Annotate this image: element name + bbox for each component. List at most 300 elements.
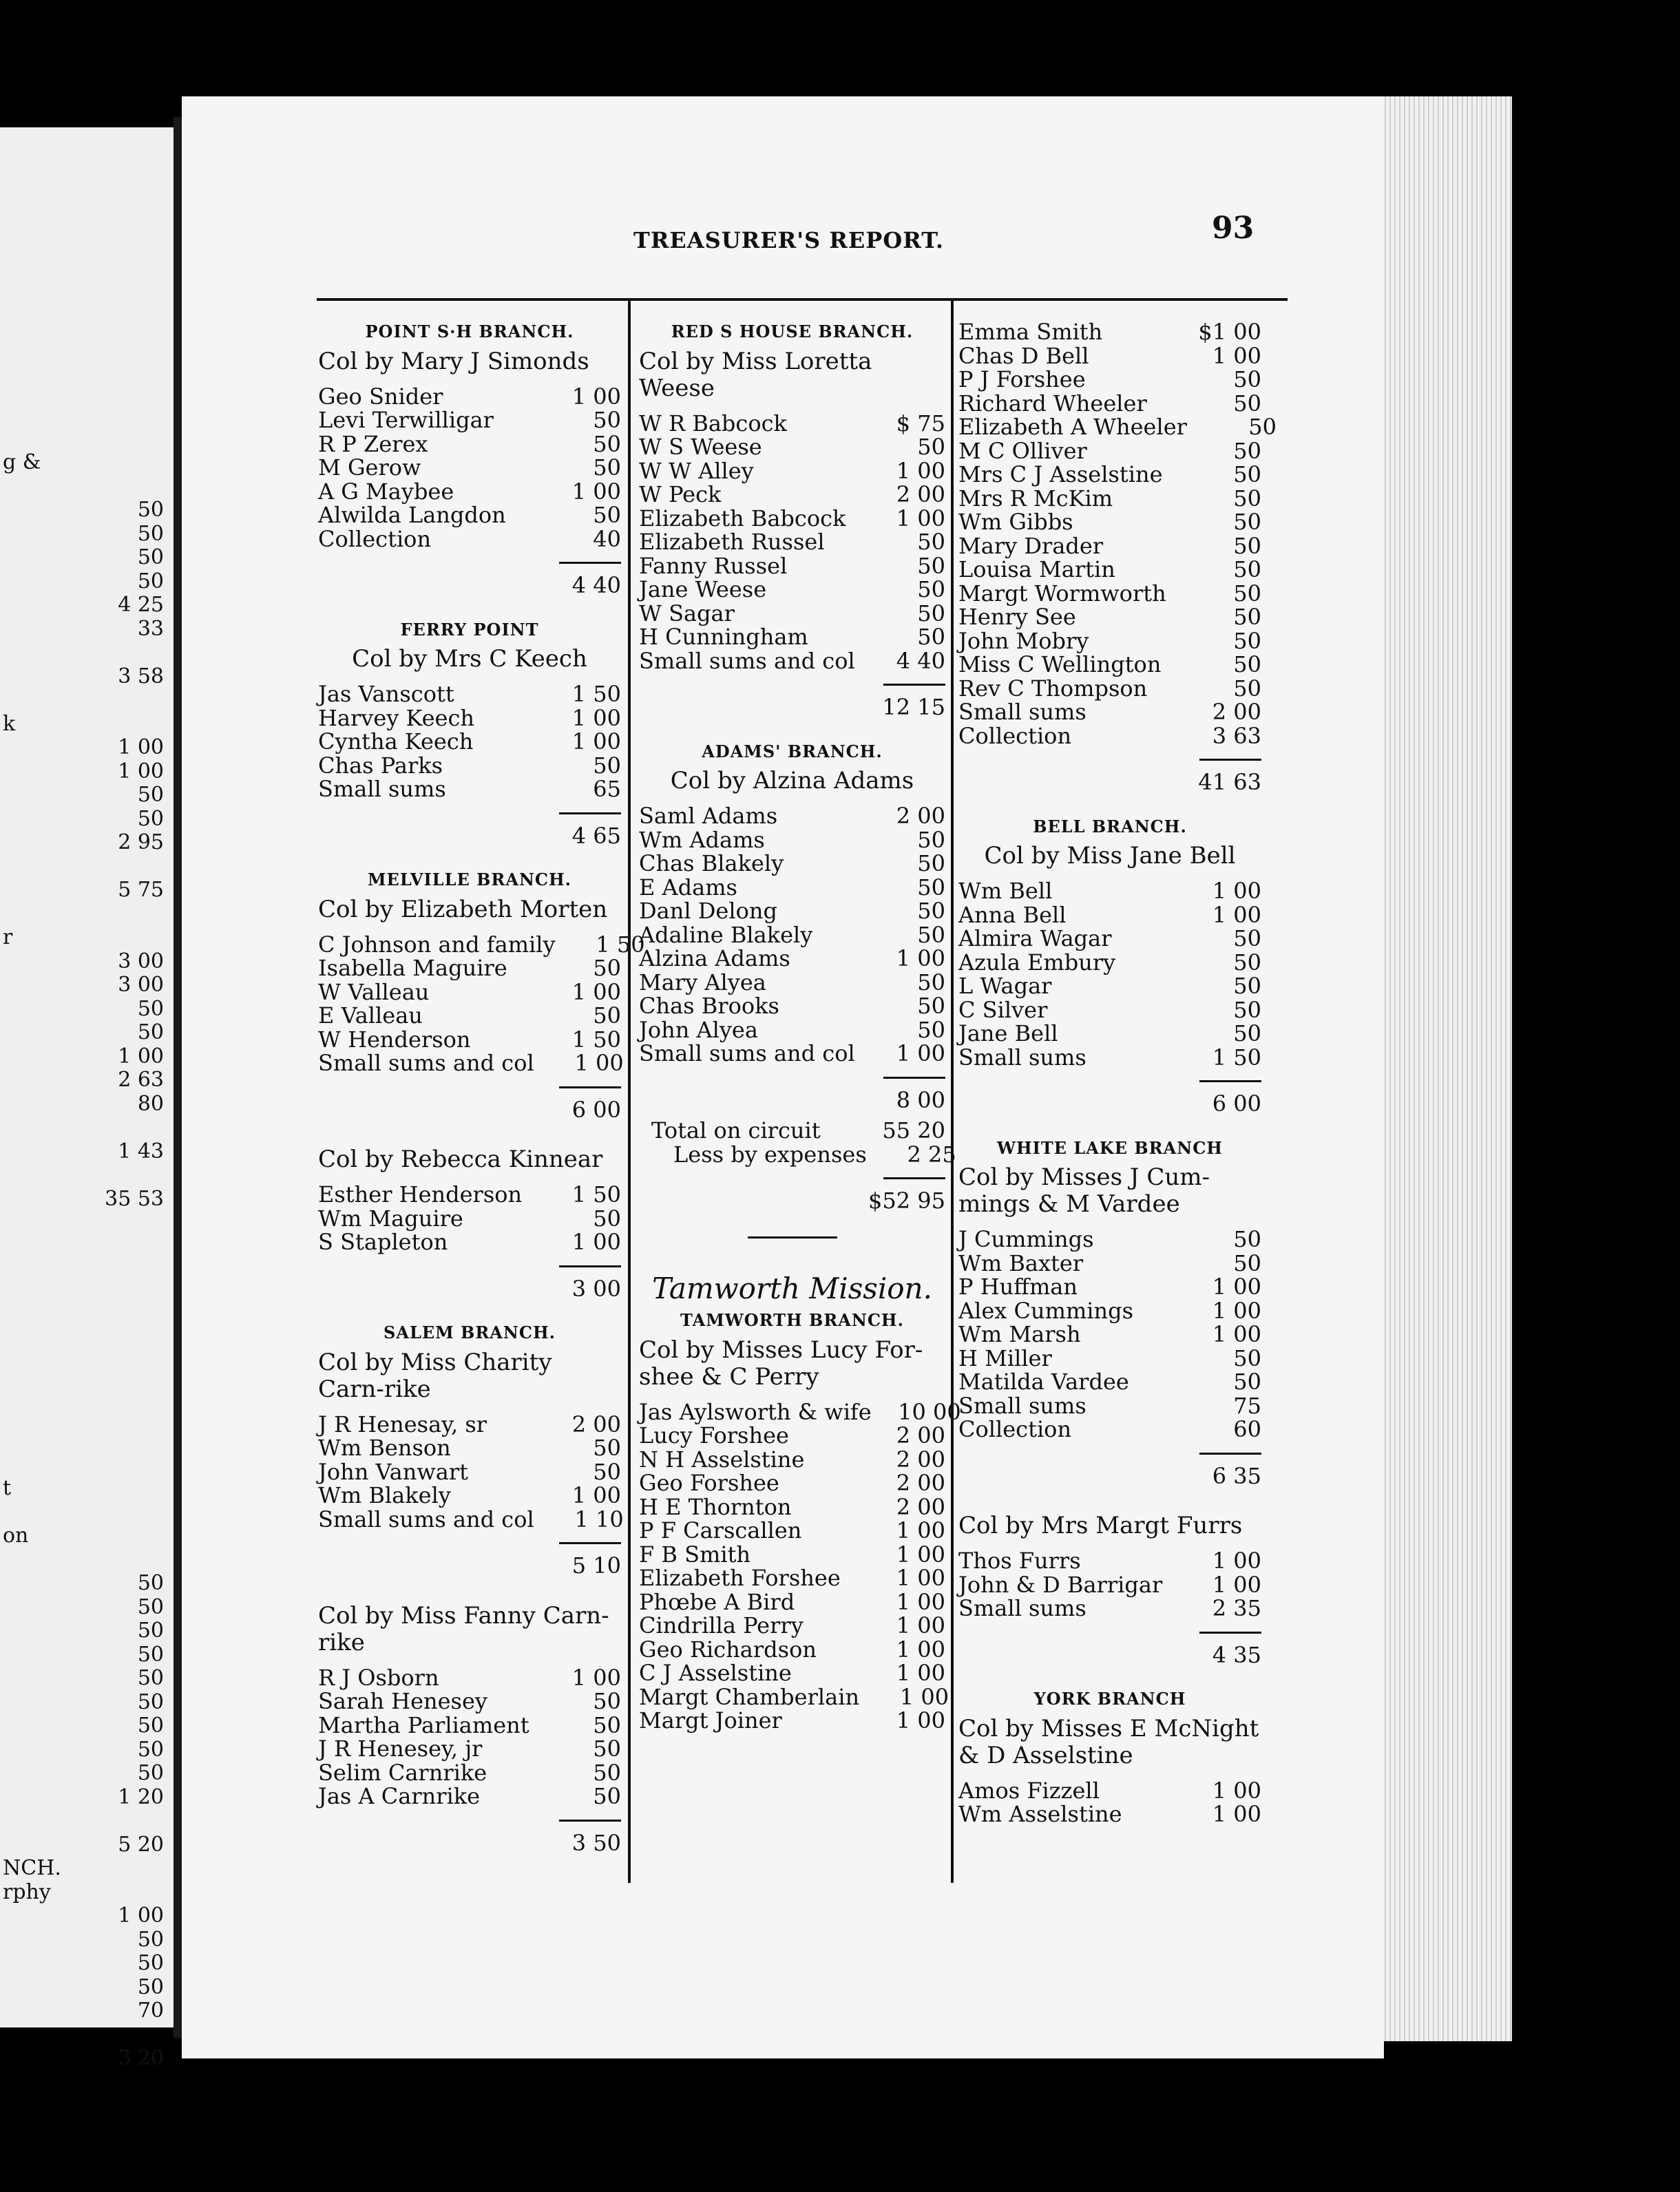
- contribution-amount: 4 40: [896, 647, 945, 674]
- contribution-amount: 1 00: [896, 1588, 945, 1615]
- contribution-amount: 2 35: [1212, 1595, 1261, 1621]
- contribution-row: [958, 1322, 1261, 1347]
- section-gap: [318, 1578, 621, 1599]
- contribution-row: [318, 1484, 621, 1508]
- contributor-name: Wm Gibbs: [958, 509, 1073, 535]
- contribution-row: [958, 605, 1261, 629]
- contribution-row: [639, 459, 945, 483]
- section-adams-branch: [639, 719, 945, 1113]
- contribution-row: [639, 578, 945, 602]
- contributor-name: H E Thornton: [639, 1493, 792, 1520]
- branch-heading: MELVILLE BRANCH.: [367, 870, 572, 889]
- contribution-row: [958, 1227, 1261, 1252]
- contribution-amount: 1 00: [574, 1050, 624, 1076]
- contributor-name: Small sums and col: [318, 1506, 534, 1532]
- section-gap: [318, 847, 621, 868]
- contribution-amount: $ 75: [896, 410, 945, 436]
- contributor-name: Louisa Martin: [958, 556, 1115, 582]
- total-rule: [559, 1265, 621, 1267]
- contribution-amount: 50: [917, 552, 945, 579]
- contribution-amount: 1 00: [1212, 901, 1261, 928]
- contributor-name: P J Forshee: [958, 366, 1086, 392]
- collector-line: Col by Mrs Margt Furrs: [958, 1512, 1243, 1539]
- contribution-amount: 50: [1233, 509, 1261, 535]
- contribution-amount: 1 00: [571, 978, 621, 1005]
- section-melville-branch: [318, 847, 645, 1123]
- contributor-name: Richard Wheeler: [958, 390, 1147, 417]
- fragment-line: 50: [137, 1571, 164, 1595]
- contributor-name: Wm Marsh: [958, 1321, 1081, 1347]
- contribution-row: [639, 435, 945, 459]
- contribution-amount: 50: [593, 502, 621, 528]
- contribution-amount: 1 00: [896, 505, 945, 531]
- section-margt-furrs: [958, 1488, 1261, 1667]
- contribution-row: [958, 1779, 1261, 1803]
- fragment-line: 1 00: [118, 759, 164, 783]
- contribution-amount: 50: [917, 1016, 945, 1043]
- contribution-amount: 1 50: [596, 931, 645, 958]
- circuit-expenses-label: Less by expenses: [673, 1141, 867, 1168]
- contribution-amount: 50: [593, 1002, 621, 1029]
- contribution-row: [639, 876, 945, 900]
- collector-line: Col by Elizabeth Morten: [318, 895, 608, 923]
- contributor-name: Mrs R McKim: [958, 485, 1113, 512]
- contribution-amount: 1 00: [571, 1482, 621, 1508]
- contributor-name: W W Alley: [639, 457, 754, 484]
- contribution-row: [318, 754, 621, 778]
- contribution-row: [318, 1230, 621, 1254]
- section-white-lake-branch: [958, 1116, 1261, 1488]
- contribution-row: [958, 368, 1261, 392]
- section-red-house-branch: [639, 320, 945, 719]
- total-rule: [1199, 1632, 1261, 1634]
- fragment-line: 50: [137, 1737, 164, 1762]
- contribution-row: [639, 804, 945, 828]
- contribution-row: [318, 1004, 621, 1028]
- fragment-line: 2 63: [118, 1068, 164, 1092]
- total-rule: [559, 1086, 621, 1088]
- contribution-amount: 50: [917, 969, 945, 995]
- contributor-name: Danl Delong: [639, 898, 777, 924]
- collector-line: Col by Miss Loretta Weese: [639, 347, 872, 402]
- contributor-name: Jane Bell: [958, 1020, 1058, 1046]
- contributor-name: Geo Richardson: [639, 1636, 817, 1663]
- contribution-amount: 1 50: [571, 681, 621, 707]
- contribution-amount: 1 00: [896, 1517, 945, 1543]
- fragment-line: k: [3, 711, 16, 736]
- total-rule: [559, 812, 621, 814]
- contribution-row: [318, 980, 621, 1004]
- branch-heading: BELL BRANCH.: [1033, 816, 1187, 836]
- contribution-amount: 1 10: [574, 1506, 624, 1532]
- fragment-line: 4 25: [118, 593, 164, 617]
- section-rule: [748, 1236, 837, 1239]
- section-fanny-carnrike: [318, 1578, 621, 1855]
- contribution-row: [318, 1761, 621, 1785]
- fragment-line: 50: [137, 498, 164, 522]
- contributor-name: Saml Adams: [639, 803, 778, 829]
- contributor-name: Small sums and col: [318, 1050, 534, 1076]
- contribution-row: [318, 1737, 621, 1761]
- contribution-row: [318, 1460, 621, 1484]
- page-edges: [1381, 96, 1512, 2041]
- fragment-line: [3, 2023, 168, 2047]
- fragment-line: [3, 1501, 168, 1525]
- fragment-line: 3 20: [118, 2046, 164, 2070]
- fragment-line: 70: [137, 1999, 164, 2023]
- left-page-fragment: [0, 127, 174, 2070]
- contribution-row: [318, 706, 621, 730]
- contribution-row: [958, 927, 1261, 951]
- contribution-amount: 50: [593, 1435, 621, 1461]
- contribution-amount: 50: [1233, 925, 1261, 951]
- section-ferry-point: [318, 598, 621, 848]
- column-divider-left: [628, 298, 631, 1883]
- fragment-line: 50: [137, 545, 164, 569]
- contribution-row: [639, 899, 945, 923]
- contribution-amount: 50: [1233, 651, 1261, 677]
- contribution-amount: 50: [1248, 414, 1277, 440]
- contribution-row: [639, 1424, 945, 1448]
- contributor-name: W R Babcock: [639, 410, 787, 436]
- contribution-amount: 1 50: [571, 1026, 621, 1053]
- fragment-line: 1 00: [118, 1044, 164, 1068]
- branch-heading: WHITE LAKE BRANCH: [997, 1137, 1223, 1158]
- contributor-name: Amos Fizzell: [958, 1777, 1100, 1804]
- contribution-amount: 1 00: [1212, 1321, 1261, 1347]
- contributor-name: Phœbe A Bird: [639, 1588, 795, 1615]
- contribution-row: [958, 439, 1261, 463]
- contribution-row: [639, 994, 945, 1018]
- section-gap: [958, 1116, 1261, 1137]
- contributor-name: J Cummings: [958, 1226, 1094, 1252]
- contribution-amount: 2 00: [896, 481, 945, 507]
- contribution-row: [639, 625, 945, 649]
- contribution-row: [639, 1614, 945, 1638]
- contribution-amount: 1 00: [896, 1660, 945, 1686]
- fragment-line: g &: [3, 450, 41, 474]
- contributor-name: E Adams: [639, 874, 737, 900]
- contribution-row: [639, 554, 945, 578]
- contributor-name: Martha Parliament: [318, 1711, 529, 1738]
- contribution-amount: 2 00: [896, 803, 945, 829]
- contribution-amount: 1 00: [896, 1707, 945, 1733]
- contribution-row: [639, 1683, 949, 1710]
- contributor-name: Chas Brooks: [639, 993, 779, 1019]
- contribution-row: [958, 487, 1261, 511]
- contributor-name: Collection: [318, 525, 432, 552]
- column-divider-right: [951, 298, 954, 1883]
- contributor-name: H Cunningham: [639, 624, 808, 650]
- contribution-row: [958, 1370, 1261, 1394]
- contribution-row: [958, 414, 1277, 440]
- contribution-amount: 1 00: [896, 1040, 945, 1066]
- section-total: 3 00: [571, 1275, 621, 1302]
- contribution-amount: 2 00: [896, 1422, 945, 1448]
- fragment-line: 50: [137, 1642, 164, 1667]
- contribution-amount: 2 00: [896, 1446, 945, 1473]
- fragment-line: [3, 1548, 168, 1572]
- fragment-line: 50: [137, 1689, 164, 1714]
- branch-heading: RED S HOUSE BRANCH.: [671, 322, 914, 341]
- column-2: [639, 320, 961, 1733]
- contribution-amount: 50: [1233, 366, 1261, 392]
- contribution-row: [958, 629, 1261, 653]
- contribution-row: [318, 1784, 621, 1809]
- contribution-amount: 50: [917, 826, 945, 853]
- contribution-amount: 50: [1233, 390, 1261, 417]
- section-total: 6 35: [1212, 1462, 1261, 1489]
- contributor-name: Esther Henderson: [318, 1181, 523, 1208]
- total-rule: [559, 1542, 621, 1544]
- contributor-name: Cyntha Keech: [318, 728, 474, 755]
- contribution-row: [318, 456, 621, 480]
- contribution-row: [958, 724, 1261, 748]
- mission-title: Tamworth Mission.: [652, 1271, 932, 1305]
- contribution-amount: 1 00: [571, 478, 621, 505]
- contribution-row: [318, 1183, 621, 1207]
- total-rule: [883, 1177, 945, 1179]
- contributor-name: Almira Wagar: [958, 925, 1112, 951]
- contribution-amount: 50: [917, 434, 945, 460]
- contribution-row: [318, 1436, 621, 1460]
- contribution-amount: 1 00: [571, 1664, 621, 1691]
- contributor-name: John Mobry: [958, 627, 1089, 654]
- contribution-amount: 1 00: [896, 457, 945, 484]
- contribution-amount: 50: [1233, 1226, 1261, 1252]
- contribution-row: [639, 483, 945, 507]
- contribution-row: [958, 879, 1261, 903]
- contributor-name: P Huffman: [958, 1274, 1078, 1300]
- contribution-row: [958, 392, 1261, 416]
- fragment-line: 3 58: [118, 664, 164, 688]
- branch-heading: TAMWORTH BRANCH.: [680, 1310, 904, 1330]
- fragment-line: 50: [137, 569, 164, 593]
- contributor-name: C J Asselstine: [639, 1660, 792, 1686]
- contributor-name: Alzina Adams: [639, 945, 790, 971]
- contribution-amount: 50: [1233, 675, 1261, 702]
- section-york-branch: [958, 1667, 1261, 1826]
- contribution-amount: 50: [593, 1783, 621, 1809]
- contribution-amount: 1 00: [1212, 1777, 1261, 1804]
- contributor-name: Wm Bell: [958, 878, 1053, 904]
- section-total: 6 00: [571, 1096, 621, 1123]
- contributor-name: Elizabeth Forshee: [639, 1565, 841, 1591]
- page-running-title: TREASURER'S REPORT.: [633, 227, 945, 253]
- collector-line: Col by Miss Fanny Carn-rike: [318, 1601, 609, 1656]
- section-total: 6 00: [1212, 1090, 1261, 1117]
- contribution-row: [958, 998, 1261, 1022]
- contribution-row: [958, 344, 1261, 368]
- section-total: 8 00: [896, 1086, 945, 1113]
- collector-line: Col by Miss Charity Carn-rike: [318, 1348, 552, 1403]
- fragment-line: [3, 855, 168, 879]
- contribution-amount: 50: [593, 1205, 621, 1232]
- circuit-net-total: $52 95: [868, 1188, 945, 1214]
- contribution-amount: 50: [1233, 580, 1261, 607]
- contribution-amount: 50: [917, 898, 945, 924]
- contribution-row: [958, 1802, 1261, 1826]
- contribution-row: [958, 1022, 1261, 1046]
- contributor-name: Wm Adams: [639, 826, 765, 853]
- contribution-row: [958, 677, 1261, 701]
- column-1: [318, 320, 645, 1856]
- section-gap: [958, 1667, 1261, 1687]
- fragment-line: 3 00: [118, 973, 164, 997]
- fragment-line: 50: [137, 1020, 164, 1044]
- header-rule: [317, 298, 1288, 301]
- contributor-name: W S Weese: [639, 434, 762, 460]
- fragment-line: 50: [137, 1594, 164, 1619]
- fragment-line: [3, 641, 168, 665]
- collector-line: Col by Mrs C Keech: [352, 645, 587, 673]
- contributor-name: Jane Weese: [639, 576, 767, 602]
- page-number: 93: [1212, 211, 1254, 246]
- section-point-branch: [318, 320, 621, 598]
- contribution-row: [318, 1506, 624, 1532]
- contributor-name: John Alyea: [639, 1016, 758, 1043]
- contributor-name: Jas Vanscott: [318, 681, 454, 707]
- contribution-amount: 50: [593, 430, 621, 457]
- contributor-name: Wm Benson: [318, 1435, 451, 1461]
- contribution-row: [639, 412, 945, 436]
- contribution-amount: 50: [917, 576, 945, 602]
- contributor-name: Wm Maguire: [318, 1205, 463, 1232]
- contributor-name: Margt Wormworth: [958, 580, 1166, 607]
- contribution-amount: 50: [917, 624, 945, 650]
- contribution-amount: 50: [1233, 1369, 1261, 1395]
- contributor-name: W Peck: [639, 481, 722, 507]
- fragment-line: 5 20: [118, 1832, 164, 1857]
- contributor-name: Elizabeth A Wheeler: [958, 414, 1187, 440]
- contribution-row: [958, 1549, 1261, 1573]
- contributor-name: Thos Furrs: [958, 1548, 1081, 1574]
- contribution-amount: 3 63: [1212, 722, 1261, 749]
- contribution-amount: 50: [1233, 1020, 1261, 1046]
- contribution-amount: 50: [1233, 949, 1261, 976]
- total-rule: [1199, 759, 1261, 761]
- section-total: 4 40: [571, 572, 621, 598]
- contributor-name: Matilda Vardee: [958, 1369, 1129, 1395]
- section-gap: [318, 598, 621, 618]
- contributor-name: Azula Embury: [958, 949, 1116, 976]
- circuit-expenses-amount: 2 25: [907, 1141, 956, 1168]
- contributor-name: Emma Smith: [958, 319, 1103, 345]
- contribution-amount: 50: [593, 752, 621, 779]
- contribution-row: [958, 1418, 1261, 1442]
- contributor-name: Collection: [958, 1416, 1072, 1442]
- contribution-row: [639, 1495, 945, 1519]
- contribution-amount: 50: [593, 1759, 621, 1786]
- contribution-row: [958, 903, 1261, 927]
- contribution-amount: 50: [1233, 556, 1261, 582]
- section-total: 12 15: [882, 694, 945, 720]
- contribution-row: [639, 1042, 945, 1066]
- contribution-row: [639, 923, 945, 947]
- circuit-total-amount: 55 20: [882, 1117, 945, 1144]
- collector-line: Col by Misses Lucy For-shee & C Perry: [639, 1336, 923, 1391]
- contribution-amount: 2 00: [896, 1470, 945, 1496]
- contribution-amount: 1 00: [1212, 1548, 1261, 1574]
- contribution-amount: 40: [593, 525, 621, 552]
- contribution-amount: 50: [917, 529, 945, 555]
- contributor-name: E Valleau: [318, 1002, 423, 1029]
- branch-heading: FERRY POINT: [400, 619, 539, 640]
- contribution-row: [639, 1566, 945, 1590]
- contribution-amount: 1 00: [571, 704, 621, 731]
- contribution-row: [639, 828, 945, 852]
- contribution-amount: 1 00: [896, 1565, 945, 1591]
- contribution-row: [958, 534, 1261, 558]
- contribution-row: [958, 1299, 1261, 1323]
- contribution-amount: 65: [593, 776, 621, 802]
- contribution-row: [958, 558, 1261, 582]
- contributor-name: Wm Baxter: [958, 1250, 1084, 1276]
- branch-heading: SALEM BRANCH.: [384, 1322, 556, 1342]
- contribution-row: [318, 385, 621, 409]
- contribution-amount: 75: [1233, 1392, 1261, 1419]
- contributor-name: Mrs C J Asselstine: [958, 461, 1163, 487]
- contributor-name: Jas Aylsworth & wife: [639, 1398, 872, 1425]
- collector-line: Col by Misses J Cum-mings & M Vardee: [958, 1163, 1210, 1218]
- contribution-row: [639, 507, 945, 531]
- fragment-line: [3, 1163, 168, 1188]
- contribution-amount: 50: [1233, 1250, 1261, 1276]
- contributor-name: Cindrilla Perry: [639, 1612, 804, 1638]
- contributor-name: Mary Alyea: [639, 969, 766, 995]
- fragment-line: [3, 1116, 168, 1140]
- contribution-amount: 1 00: [1212, 1297, 1261, 1324]
- branch-heading: ADAMS' BRANCH.: [702, 741, 883, 761]
- contribution-row: [318, 503, 621, 527]
- contribution-amount: 50: [1233, 996, 1261, 1023]
- contributor-name: W Sagar: [639, 600, 735, 626]
- contributor-name: Elizabeth Babcock: [639, 505, 846, 531]
- contributor-name: R J Osborn: [318, 1664, 439, 1691]
- contributor-name: Chas D Bell: [958, 342, 1089, 369]
- contribution-amount: 50: [1233, 485, 1261, 512]
- contribution-amount: 50: [917, 993, 945, 1019]
- contribution-row: [958, 463, 1261, 487]
- section-salem-branch: [318, 1300, 624, 1579]
- column-3: [958, 319, 1277, 1827]
- fragment-line: 50: [137, 1951, 164, 1975]
- contribution-row: [318, 527, 621, 551]
- section-gap: [639, 719, 945, 740]
- contributor-name: Alex Cummings: [958, 1297, 1134, 1324]
- fragment-line: 2 95: [118, 830, 164, 854]
- contribution-row: [639, 602, 945, 626]
- fragment-line: 1 43: [118, 1139, 164, 1163]
- fragment-line: 50: [137, 1974, 164, 1999]
- contributor-name: S Stapleton: [318, 1229, 448, 1255]
- contribution-amount: 1 00: [1212, 1274, 1261, 1300]
- contribution-amount: 10 00: [898, 1398, 961, 1425]
- contribution-amount: 1 00: [1212, 1801, 1261, 1827]
- contribution-row: [639, 1709, 945, 1733]
- contributor-name: P F Carscallen: [639, 1517, 802, 1543]
- contribution-amount: 1 00: [899, 1683, 949, 1710]
- contributor-name: Chas Blakely: [639, 850, 784, 876]
- contribution-amount: 50: [593, 1458, 621, 1485]
- section-gap: [318, 1121, 621, 1142]
- contributor-name: Small sums and col: [639, 647, 855, 674]
- contribution-row: [318, 1413, 621, 1437]
- section-continued: [958, 319, 1277, 795]
- contribution-row: [639, 530, 945, 554]
- section-total: 3 50: [571, 1829, 621, 1856]
- left-page-column-top: [3, 451, 168, 1211]
